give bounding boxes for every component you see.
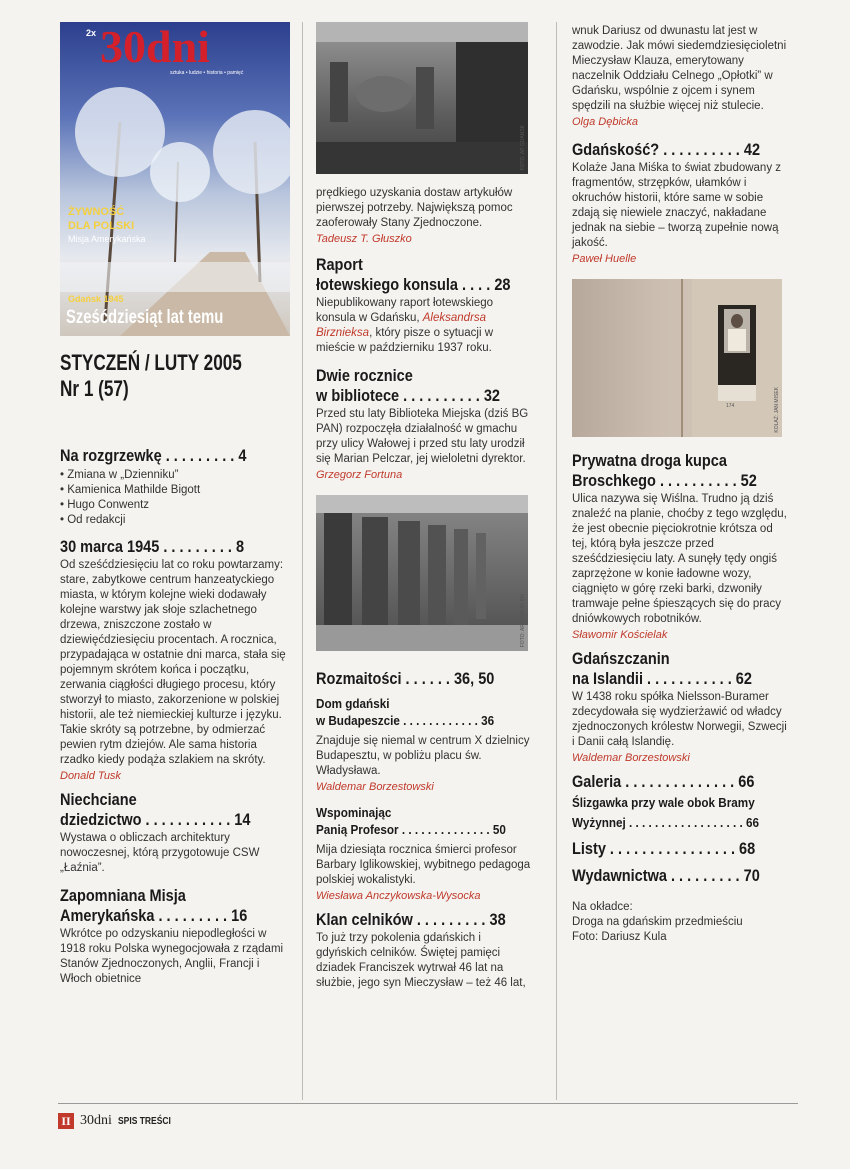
- cover-caption: [572, 900, 787, 945]
- toc-na-rozgrzewke[interactable]: [60, 446, 292, 528]
- toc-klan-continued: wnuk Dariusz od dwunastu lat jest w zawodzie. Jak mówi siedemdziesięcioletni Mieczysław Klauza, emerytowany naczelnik Oddziału Celnego „Opłotki” w Gdańsku, wspólnie z ojcem i synem spędzili na służbie więcej niż stulecie.: [572, 25, 787, 112]
- toc-leader: . . . . . . . . .: [412, 911, 486, 929]
- cover-caption-line: Droga na gdańskim przedmieściu: [572, 916, 743, 928]
- toc-leader: . . . . . . . . .: [154, 907, 228, 925]
- collage-image[interactable]: [572, 279, 782, 437]
- page-number: II: [58, 1113, 74, 1129]
- toc-leader: . . . . . . . . . . .: [141, 811, 231, 829]
- list-item: • Kamienica Mathilde Bigott: [60, 483, 292, 498]
- toc-rozmaitosci[interactable]: [316, 669, 532, 689]
- toc-title-line-1: Niechciane: [60, 791, 137, 809]
- toc-page: 28: [494, 276, 511, 294]
- toc-page: 52: [740, 472, 757, 490]
- toc-description: Przed stu laty Biblioteka Miejska (dziś BG PAN) rozpoczęła działalność w gmachu przy ulicy Wałowej i przed stu laty urodził się Marian Pelczar, jej wieloletni dyrektor.: [316, 408, 529, 465]
- toc-description: W 1438 roku spółka Nielsson-Buramer zdecydowała się wydzierżawić od władcy zjednoczonych królestw Norwegii, Szwecji i Danii całą Islandię.: [572, 691, 787, 748]
- toc-page: 66: [746, 815, 760, 830]
- toc-description: Mija dziesiąta rocznica śmierci profesor Barbary Iglikowskiej, wybitnego pedagoga polskiej wokalistyki.: [316, 844, 531, 886]
- list-item: • Zmiana w „Dzienniku”: [60, 468, 292, 483]
- list-item: • Od redakcji: [60, 513, 292, 528]
- page-footer: [58, 1113, 180, 1129]
- toc-page: 36, 50: [453, 670, 495, 688]
- toc-author: Olga Dębicka: [572, 116, 639, 128]
- toc-author: Waldemar Borzestowski: [316, 781, 434, 793]
- toc-leader: . . . . . . . . . .: [655, 472, 737, 490]
- toc-title-line-1: Prywatna droga kupca: [572, 452, 727, 470]
- photo-port-art: [316, 22, 528, 174]
- toc-description: To już trzy pokolenia gdańskich i gdyńskich celników. Świętej pamięci dziadek Franciszek wytrwał 46 lat na służbie, jego syn Mieczysław – też 46 lat,: [316, 932, 526, 989]
- toc-leader: . . . . . . . . .: [159, 538, 232, 556]
- list-item: • Hugo Conwentz: [60, 498, 292, 513]
- cover-headline-2: DLA POLSKI: [68, 220, 135, 232]
- photo-port-workers[interactable]: [316, 22, 528, 174]
- column-2: [316, 22, 532, 991]
- toc-author: Donald Tusk: [60, 770, 121, 782]
- column-3: [572, 24, 787, 945]
- toc-page: 14: [234, 811, 251, 829]
- toc-gdanszczanin[interactable]: [572, 649, 787, 766]
- toc-title-line-1: Ślizgawka przy wale obok Bramy: [572, 795, 755, 810]
- cover-headline-3: Misja Amerykańska: [68, 234, 146, 244]
- cover-main-headline: Sześćdziesiąt lat temu: [66, 307, 224, 328]
- toc-slizgawka[interactable]: [572, 794, 787, 831]
- column-1: [60, 22, 292, 987]
- cover-tagline: sztuka • ludzie • historia • pamięć: [170, 70, 244, 76]
- toc-galeria[interactable]: [572, 772, 787, 792]
- toc-title: Galeria: [572, 773, 622, 791]
- toc-gdanskosc[interactable]: [572, 140, 787, 267]
- toc-leader: . . . . . . . . .: [666, 867, 740, 885]
- photo-library-art: [316, 495, 528, 651]
- toc-author: Waldemar Borzestowski: [572, 752, 690, 764]
- toc-title-line-1: Raport: [316, 256, 363, 274]
- toc-wspominajac[interactable]: [316, 804, 532, 904]
- column-divider: [302, 22, 303, 1100]
- toc-page: 38: [489, 911, 506, 929]
- toc-title: Wydawnictwa: [572, 867, 667, 885]
- toc-leader: . . . . . . . . . . . .: [399, 713, 478, 728]
- toc-title: Gdańskość?: [572, 141, 660, 159]
- toc-klan-celnikow[interactable]: [316, 910, 532, 991]
- toc-leader: . . . . . . . . . . . . . . . . . .: [625, 815, 743, 830]
- footer-magazine: 30dni: [80, 1113, 112, 1128]
- toc-leader: . . . . . . . . . .: [399, 387, 480, 405]
- cover-caption-line: Na okładce:: [572, 901, 633, 913]
- toc-title-line-2: Amerykańska: [60, 907, 155, 925]
- toc-inline-author: Aleksandrsa Birznieksa: [316, 312, 487, 339]
- toc-30-marca[interactable]: [60, 537, 292, 784]
- toc-page: 4: [238, 447, 247, 465]
- toc-title-line-1: Wspominając: [316, 805, 392, 820]
- toc-title-line-2: dziedzictwo: [60, 811, 142, 829]
- toc-title-line-1: Dom gdański: [316, 696, 390, 711]
- toc-misja[interactable]: [60, 886, 292, 987]
- toc-title-line-1: Zapomniana Misja: [60, 887, 186, 905]
- toc-title-line-2: łotewskiego konsula: [316, 276, 459, 294]
- toc-wydawnictwa[interactable]: [572, 866, 787, 886]
- footer-section: SPIS TREŚCI: [117, 1115, 171, 1127]
- toc-leader: . . . . . .: [401, 670, 450, 688]
- toc-title-line-2: w Budapeszcie: [316, 713, 400, 728]
- toc-leader: . . . . . . . . . . . . . .: [621, 773, 735, 791]
- toc-page: 50: [492, 822, 506, 837]
- toc-leader: . . . . . . . . . . . . . . . .: [605, 840, 735, 858]
- toc-title-line-2: w bibliotece: [316, 387, 400, 405]
- toc-description-text: , który pisze o sytuacji w mieście w październiku 1937 roku.: [316, 327, 494, 354]
- toc-description: Ulica nazywa się Wiślna. Trudno ją dziś znaleźć na planie, choćby z tego względu, że jest obecnie pięciokrotnie krótsza od tej, którą była jeszcze przed sześćdziesięciu laty. A sunęły tędy ongiś zaprzężone w konie ładowne wozy, ciągnięto w górę rzeki barki, dzwoniły tramwaje pełne śpieszących się do pracy dniówkowych robotników.: [572, 493, 787, 625]
- photo-credit: FOTO: AP GDAŃSK: [520, 124, 526, 170]
- toc-title-line-2: Broschkego: [572, 472, 656, 490]
- toc-author: Wiesława Anczykowska-Wysocka: [316, 890, 481, 902]
- toc-author: Grzegorz Fortuna: [316, 469, 403, 481]
- toc-leader: . . . . . . . . . .: [659, 141, 740, 159]
- toc-leader: . . . . . . . . . . . . . .: [398, 822, 490, 837]
- cover-logo: 30dni: [100, 22, 210, 72]
- toc-title-line-2: Wyżynnej: [572, 815, 626, 830]
- toc-leader: . . . . . . . . . . .: [643, 670, 732, 688]
- toc-subitems: [60, 468, 292, 528]
- toc-description: Znajduje się niemal w centrum X dzielnicy Budapesztu, w pobliżu placu św. Władysława.: [316, 735, 530, 777]
- toc-prywatna-droga[interactable]: [572, 451, 787, 643]
- toc-leader: . . . .: [458, 276, 491, 294]
- cover-kicker: Gdańsk 1945: [68, 294, 124, 304]
- toc-page: 68: [739, 840, 756, 858]
- issue-info: [60, 350, 292, 402]
- cover-headline-1: ŻYWNOŚĆ: [68, 206, 125, 218]
- collage-credit: KOLAŻ: JAN MISEK: [774, 387, 780, 433]
- toc-title: Listy: [572, 840, 606, 858]
- toc-title: Klan celników: [316, 911, 413, 929]
- toc-leader: . . . . . . . . .: [161, 447, 235, 465]
- toc-description: Kolaże Jana Miśka to świat zbudowany z fragmentów, strzępków, ułamków i okruchów historii, które same w sobie zdają się niewiele znaczyć, nakładane jednak na siebie – tworzą zupełnie nową jakość.: [572, 162, 782, 249]
- toc-title-line-1: Dwie rocznice: [316, 367, 413, 385]
- toc-description: Wkrótce po odzyskaniu niepodległości w 1918 roku Polska wynegocjowała z rządami Stanów Zjednoczonych, Anglii, Francji i Włoch obietnice: [60, 928, 284, 985]
- collage-art: [572, 279, 782, 437]
- toc-author: Tadeusz T. Głuszko: [316, 233, 412, 245]
- cover-image[interactable]: [60, 22, 290, 336]
- toc-listy[interactable]: [572, 839, 787, 859]
- toc-page: 32: [483, 387, 500, 405]
- toc-misja-continued: prędkiego uzyskania dostaw artykułów pierwszej potrzeby. Największą pomoc zaoferowały Stany Zjednoczone.: [316, 187, 513, 229]
- toc-title: Na rozgrzewkę: [60, 447, 162, 465]
- toc-page: 36: [481, 713, 495, 728]
- issue-date: STYCZEŃ / LUTY 2005: [60, 350, 242, 375]
- toc-title-line-2: na Islandii: [572, 670, 644, 688]
- photo-credit: FOTO: ARCHIWUM BM: [520, 593, 526, 647]
- toc-description: Od sześćdziesięciu lat co roku powtarzamy: stare, zabytkowe centrum hanzeatyckiego miasta, w którym kolejne wieki dodawały kolejne warstwy jak słoje szlachetnego drzewa, zniszczone zostało w dziewięćdziesięciu procentach. A rocznica, przypadająca w ostatnie dni marca, stała się pojemnym skrótem końca i początku, zerwania ciągłości długiego procesu, który stworzył to miasto, zakorzenione w polskiej historii, ale też niemieckiej kulturze i języku. Takie skróty są potrzebne, by odmierzać pewien rytm dziejów. Ale sama historia rzadko kiedy podąża szlakiem na skróty.: [60, 559, 286, 766]
- toc-author: Sławomir Kościelak: [572, 629, 668, 641]
- toc-page: 8: [235, 538, 245, 556]
- toc-title-line-2: Panią Profesor: [316, 822, 399, 837]
- photo-library-shelves[interactable]: [316, 495, 528, 651]
- toc-title: 30 marca 1945: [60, 538, 160, 556]
- toc-rocznice[interactable]: [316, 366, 532, 483]
- toc-title: Rozmaitości: [316, 670, 402, 688]
- toc-description-text: Niepublikowany raport łotewskiego konsula w Gdańsku,: [316, 297, 494, 324]
- toc-title-line-1: Gdańszczanin: [572, 650, 670, 668]
- toc-author: Paweł Huelle: [572, 253, 637, 265]
- toc-page: 70: [743, 867, 760, 885]
- footer-rule: [58, 1103, 798, 1104]
- toc-description: Wystawa o obliczach architektury nowoczesnej, którą przygotowuje CSW „Łaźnia”.: [60, 832, 260, 874]
- toc-raport[interactable]: [316, 255, 532, 356]
- toc-page: 66: [738, 773, 755, 791]
- collage-number: 174: [726, 403, 735, 409]
- toc-page: 42: [743, 141, 761, 159]
- toc-dom-gdanski[interactable]: [316, 695, 532, 795]
- toc-page: 16: [231, 907, 248, 925]
- column-divider: [556, 22, 557, 1100]
- toc-page: 62: [735, 670, 752, 688]
- cover-logo-prefix: 2x: [86, 28, 97, 38]
- toc-description: [316, 296, 532, 356]
- issue-number: Nr 1 (57): [60, 376, 129, 401]
- toc-niechciane[interactable]: [60, 790, 292, 876]
- cover-caption-line: Foto: Dariusz Kula: [572, 931, 667, 943]
